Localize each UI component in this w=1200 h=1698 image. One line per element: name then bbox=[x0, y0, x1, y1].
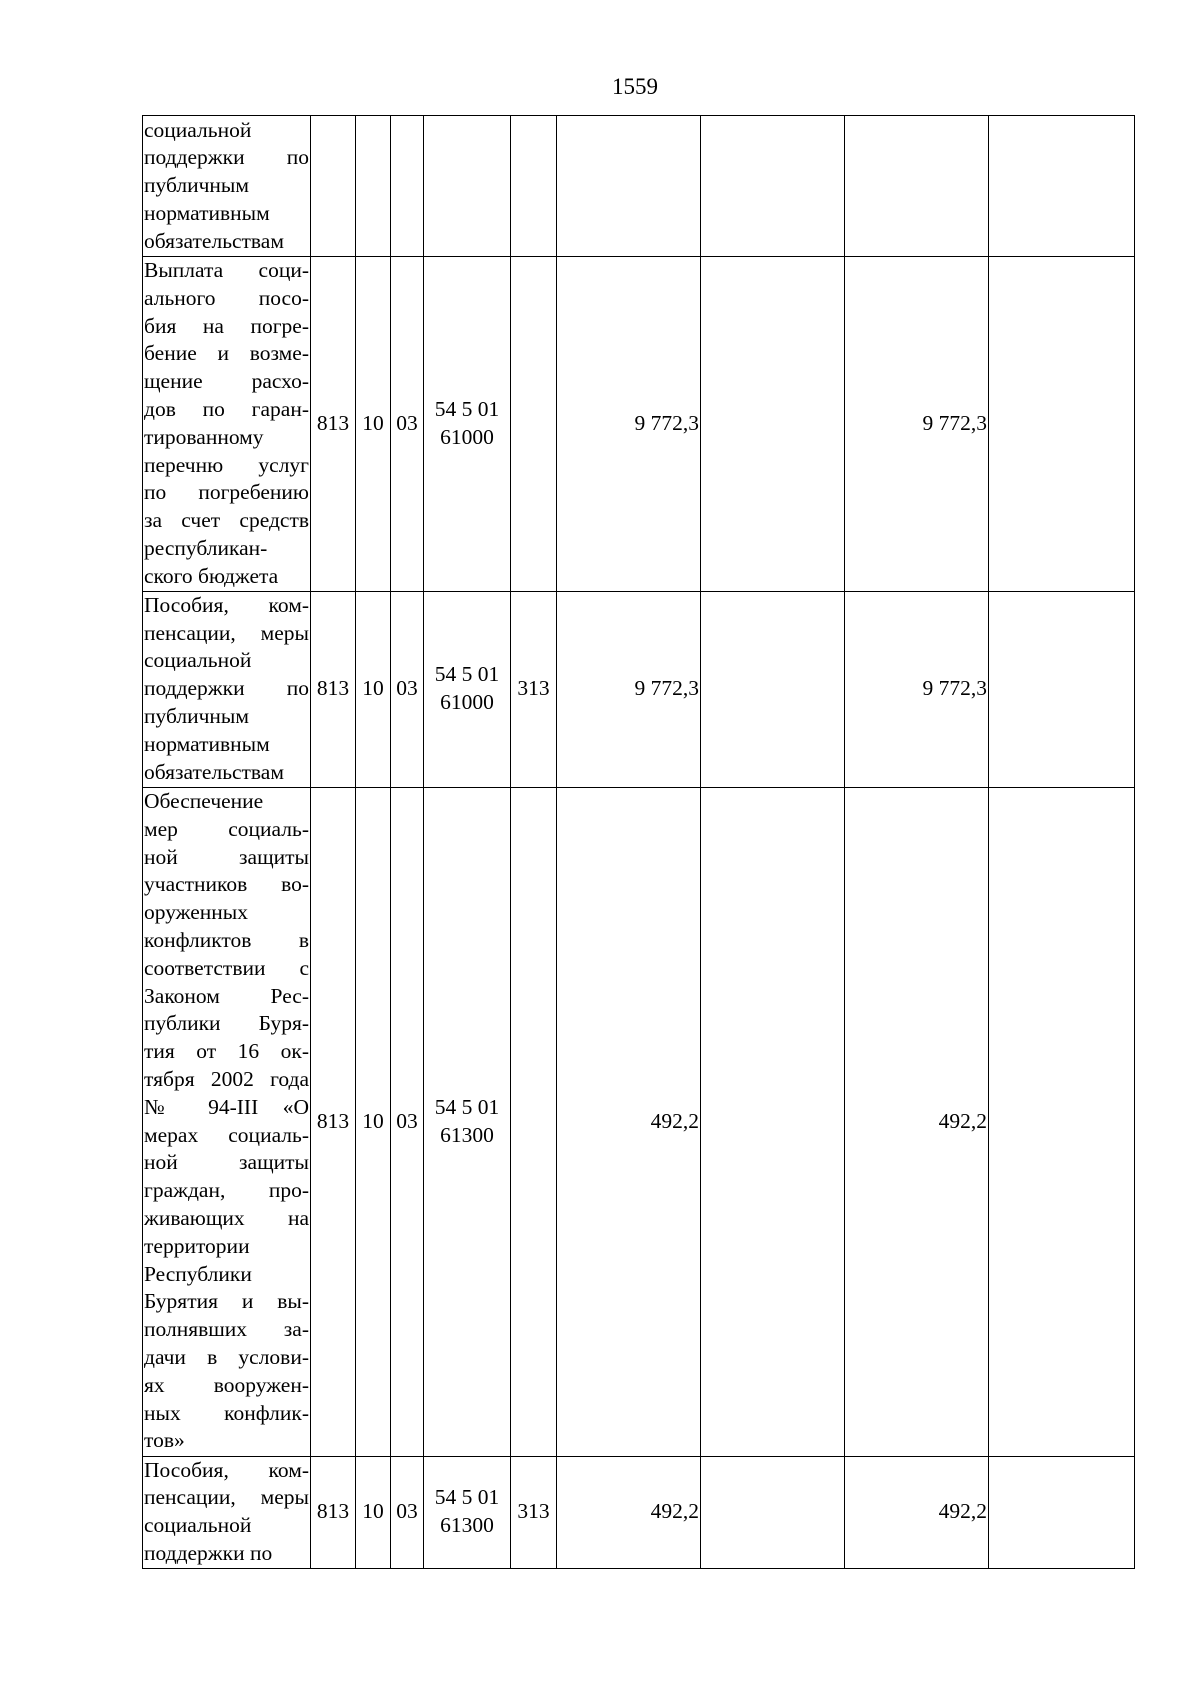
name-line: ной защиты bbox=[144, 844, 309, 869]
cell-sum-1: 492,2 bbox=[557, 787, 701, 1456]
name-line: обязательствам bbox=[144, 228, 284, 253]
name-line: тированному bbox=[144, 424, 264, 449]
csr-line: 54 5 01 bbox=[434, 1094, 500, 1119]
cell-rz: 10 bbox=[356, 591, 391, 787]
name-line: соответствии с bbox=[144, 955, 309, 980]
csr-line: 54 5 01 bbox=[434, 396, 500, 421]
name-line: бение и возме- bbox=[144, 341, 309, 366]
cell-grbs: 813 bbox=[311, 1456, 356, 1568]
name-line: за счет средств bbox=[144, 508, 309, 533]
name-line: полнявших за- bbox=[144, 1317, 309, 1342]
name-line: Выплата соци- bbox=[144, 258, 309, 282]
name-line: ях вооружен- bbox=[144, 1372, 309, 1397]
name-line: Республики bbox=[144, 1261, 252, 1286]
name-line: социальной bbox=[144, 117, 252, 142]
name-line: мер социаль- bbox=[144, 816, 309, 841]
cell-rz: 10 bbox=[356, 787, 391, 1456]
cell-vr: 313 bbox=[511, 591, 557, 787]
cell-csr bbox=[424, 1456, 511, 1568]
csr-line: 61000 bbox=[440, 690, 494, 715]
cell-sum-2 bbox=[701, 1456, 845, 1568]
name-line: Законом Рес- bbox=[144, 983, 309, 1008]
cell-grbs bbox=[311, 116, 356, 257]
name-line: ского бюджета bbox=[144, 563, 279, 588]
cell-sum-4 bbox=[989, 116, 1135, 257]
cell-rz: 10 bbox=[356, 257, 391, 592]
cell-csr bbox=[424, 591, 511, 787]
cell-pr: 03 bbox=[391, 257, 424, 592]
name-line: ной защиты bbox=[144, 1150, 309, 1175]
name-line: дов по гаран- bbox=[144, 396, 309, 421]
name-line: поддержки по bbox=[144, 1540, 273, 1565]
name-line: тия от 16 ок- bbox=[144, 1039, 309, 1064]
cell-grbs: 813 bbox=[311, 257, 356, 592]
cell-name bbox=[143, 591, 311, 787]
table-row bbox=[143, 591, 1135, 787]
name-line: Пособия, ком- bbox=[144, 592, 309, 617]
cell-name bbox=[143, 787, 311, 1456]
cell-pr: 03 bbox=[391, 1456, 424, 1568]
cell-csr bbox=[424, 787, 511, 1456]
csr-line: 54 5 01 bbox=[434, 1485, 500, 1510]
cell-sum-3: 9 772,3 bbox=[845, 591, 989, 787]
name-line: бия на погре- bbox=[144, 313, 309, 338]
name-line: нормативным bbox=[144, 200, 270, 225]
csr-line: 61000 bbox=[440, 424, 494, 449]
cell-sum-3: 492,2 bbox=[845, 787, 989, 1456]
cell-grbs: 813 bbox=[311, 591, 356, 787]
cell-sum-4 bbox=[989, 591, 1135, 787]
table-row bbox=[143, 116, 1135, 257]
budget-table bbox=[142, 115, 1135, 1569]
name-line: пенсации, меры bbox=[144, 1485, 309, 1510]
name-line: социальной bbox=[144, 1513, 252, 1538]
name-line: публики Буря- bbox=[144, 1011, 309, 1036]
name-line: республикан- bbox=[144, 535, 268, 560]
name-line: по погребению bbox=[144, 480, 309, 505]
table-row bbox=[143, 257, 1135, 592]
name-line: поддержки по bbox=[144, 145, 309, 170]
name-line: тов» bbox=[144, 1428, 185, 1453]
name-line: публичным bbox=[144, 703, 249, 728]
cell-vr bbox=[511, 116, 557, 257]
cell-sum-2 bbox=[701, 257, 845, 592]
cell-sum-1: 9 772,3 bbox=[557, 591, 701, 787]
cell-sum-3: 9 772,3 bbox=[845, 257, 989, 592]
name-line: Обеспечение bbox=[144, 789, 264, 813]
name-line: Бурятия и вы- bbox=[144, 1289, 309, 1314]
cell-grbs: 813 bbox=[311, 787, 356, 1456]
cell-csr bbox=[424, 116, 511, 257]
name-line: мерах социаль- bbox=[144, 1122, 309, 1147]
cell-sum-3 bbox=[845, 116, 989, 257]
cell-sum-4 bbox=[989, 1456, 1135, 1568]
name-line: живающих на bbox=[144, 1205, 309, 1230]
cell-sum-4 bbox=[989, 257, 1135, 592]
cell-name bbox=[143, 116, 311, 257]
page-number: 1559 bbox=[612, 74, 658, 99]
name-line: дачи в услови- bbox=[144, 1344, 309, 1369]
cell-sum-3: 492,2 bbox=[845, 1456, 989, 1568]
name-line: оруженных bbox=[144, 900, 249, 925]
cell-vr: 313 bbox=[511, 1456, 557, 1568]
name-line: тября 2002 года bbox=[144, 1066, 309, 1091]
name-line: щение расхо- bbox=[144, 369, 309, 394]
name-line: конфликтов в bbox=[144, 927, 309, 952]
name-line: перечню услуг bbox=[144, 452, 309, 477]
csr-line: 61300 bbox=[440, 1122, 494, 1147]
cell-pr: 03 bbox=[391, 591, 424, 787]
name-line: обязательствам bbox=[144, 759, 284, 784]
cell-sum-1 bbox=[557, 116, 701, 257]
cell-sum-2 bbox=[701, 116, 845, 257]
table-row bbox=[143, 787, 1135, 1456]
cell-sum-4 bbox=[989, 787, 1135, 1456]
cell-sum-1: 492,2 bbox=[557, 1456, 701, 1568]
csr-line: 61300 bbox=[440, 1513, 494, 1538]
name-line: участников во- bbox=[144, 872, 309, 897]
cell-rz: 10 bbox=[356, 1456, 391, 1568]
name-line: № 94-III «О bbox=[144, 1094, 309, 1119]
cell-sum-2 bbox=[701, 787, 845, 1456]
name-line: граждан, про- bbox=[144, 1178, 309, 1203]
cell-pr: 03 bbox=[391, 787, 424, 1456]
name-line: Пособия, ком- bbox=[144, 1457, 309, 1482]
csr-line: 54 5 01 bbox=[434, 662, 500, 687]
name-line: пенсации, меры bbox=[144, 620, 309, 645]
cell-sum-1: 9 772,3 bbox=[557, 257, 701, 592]
cell-pr bbox=[391, 116, 424, 257]
name-line: публичным bbox=[144, 173, 249, 198]
name-line: нормативным bbox=[144, 731, 270, 756]
cell-rz bbox=[356, 116, 391, 257]
cell-vr bbox=[511, 787, 557, 1456]
cell-csr bbox=[424, 257, 511, 592]
name-line: поддержки по bbox=[144, 676, 309, 701]
name-line: социальной bbox=[144, 648, 252, 673]
name-line: ных конфлик- bbox=[144, 1400, 309, 1425]
cell-vr bbox=[511, 257, 557, 592]
cell-name bbox=[143, 257, 311, 592]
name-line: ального посо- bbox=[144, 285, 309, 310]
table-row bbox=[143, 1456, 1135, 1568]
table-body bbox=[143, 116, 1135, 1569]
cell-name bbox=[143, 1456, 311, 1568]
name-line: территории bbox=[144, 1233, 250, 1258]
cell-sum-2 bbox=[701, 591, 845, 787]
